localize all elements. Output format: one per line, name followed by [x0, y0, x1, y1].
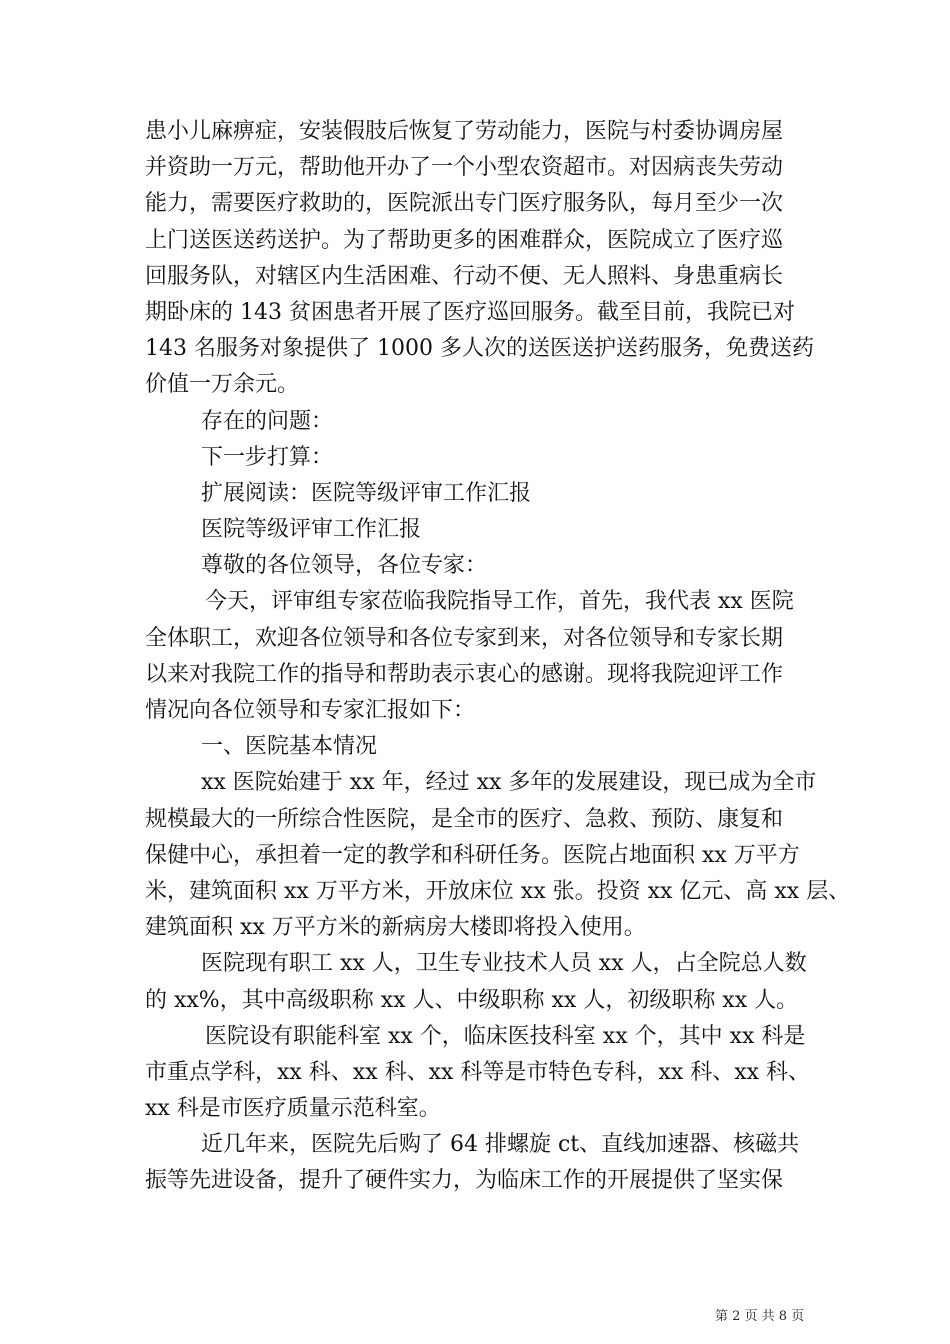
text-line: 期卧床的 143 贫困患者开展了医疗巡回服务。截至目前，我院已对 [145, 299, 795, 325]
text-line: 规模最大的一所综合性医院，是全市的医疗、急救、预防、康复和 [145, 806, 784, 832]
text-line: 上门送医送药送护。为了帮助更多的困难群众，医院成立了医疗巡 [145, 227, 784, 253]
text-line: 建筑面积 xx 万平方米的新病房大楼即将投入使用。 [145, 915, 646, 941]
text-line: 能力，需要医疗救助的，医院派出专门医疗服务队，每月至少一次 [145, 191, 784, 217]
text-line: xx 医院始建于 xx 年，经过 xx 多年的发展建设，现已成为全市 [201, 770, 817, 796]
text-line: 医院设有职能科室 xx 个，临床医技科室 xx 个，其中 xx 科是 [205, 1023, 806, 1049]
text-line: 患小儿麻痹症，安装假肢后恢复了劳动能力，医院与村委协调房屋 [145, 119, 784, 144]
text-line: 今天，评审组专家莅临我院指导工作，首先，我代表 xx 医院 [205, 589, 794, 615]
text-line: xx 科是市医疗质量示范科室。 [145, 1096, 441, 1122]
text-line: 并资助一万元，帮助他开办了一个小型农资超市。对因病丧失劳动 [145, 155, 784, 181]
section-heading: 存在的问题： [201, 408, 334, 434]
text-line: 近几年来，医院先后购了 64 排螺旋 ct、直线加速器、核磁共 [201, 1132, 800, 1158]
text-line: 143 名服务对象提供了 1000 多人次的送医送护送药服务，免费送药 [145, 336, 814, 362]
page-number: 第 2 页 共 8 页 [715, 1309, 805, 1324]
text-line: 价值一万余元。 [145, 372, 300, 398]
text-line: 保健中心，承担着一定的教学和科研任务。医院占地面积 xx 万平方 [145, 842, 800, 868]
section-heading: 一、医院基本情况 [201, 734, 378, 760]
text-line: 情况向各位领导和专家汇报如下： [145, 698, 476, 723]
text-line: 医院现有职工 xx 人，卫生专业技术人员 xx 人，占全院总人数 [201, 951, 807, 977]
report-title: 医院等级评审工作汇报 [201, 517, 422, 543]
text-line: 以来对我院工作的指导和帮助表示衷心的感谢。现将我院迎评工作 [145, 661, 784, 687]
text-line: 回服务队，对辖区内生活困难、行动不便、无人照料、身患重病长 [145, 263, 784, 289]
document-body [145, 114, 851, 1200]
text-line: 全体职工，欢迎各位领导和各位专家到来，对各位领导和专家长期 [145, 625, 784, 651]
text-line: 市重点学科，xx 科、xx 科、xx 科等是市特色专科，xx 科、xx 科、 [145, 1059, 811, 1085]
text-line: 米，建筑面积 xx 万平方米，开放床位 xx 张。投资 xx 亿元、高 xx 层、 [145, 878, 851, 904]
text-line: 的 xx%，其中高级职称 xx 人、中级职称 xx 人，初级职称 xx 人。 [145, 987, 799, 1013]
extended-reading-heading: 扩展阅读：医院等级评审工作汇报 [201, 480, 532, 506]
section-heading: 下一步打算： [201, 444, 334, 470]
text-line: 振等先进设备，提升了硬件实力，为临床工作的开展提供了坚实保 [145, 1168, 784, 1194]
salutation: 尊敬的各位领导，各位专家： [201, 553, 488, 579]
